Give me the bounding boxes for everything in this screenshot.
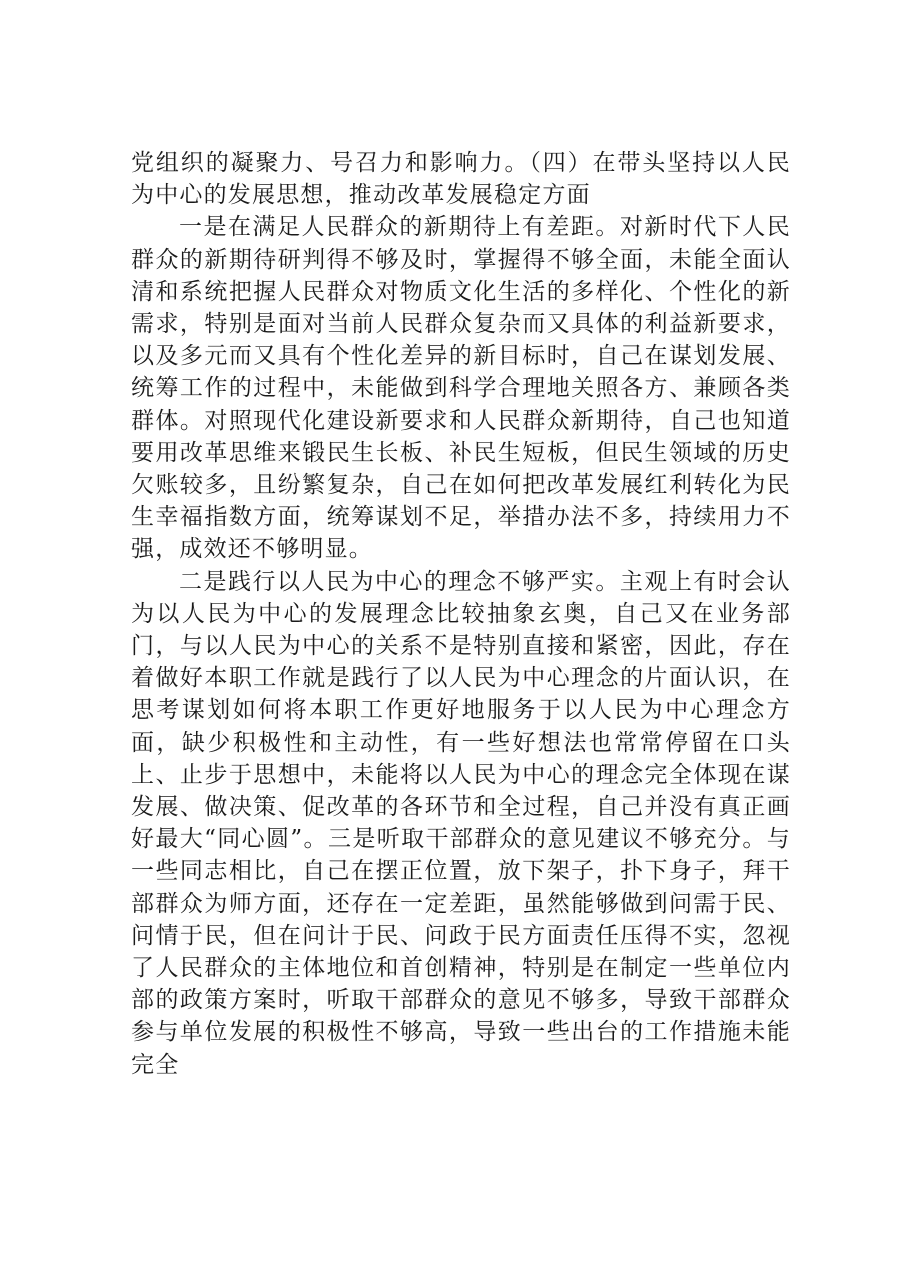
paragraph-continuation: 党组织的凝聚力、号召力和影响力。（四）在带头坚持以人民为中心的发展思想，推动改革发展稳定方面 (131, 150, 791, 209)
paragraph-item-one: 一是在满足人民群众的新期待上有差距。对新时代下人民群众的新期待研判得不够及时，掌握得不够全面，未能全面认清和系统把握人民群众对物质文化生活的多样化、个性化的新需求，特别是面对当前人民群众复杂而又具体的利益新要求，以及多元而又具有个性化差异的新目标时，自己在谋划发展、统筹工作的过程中，未能做到科学合理地关照各方、兼顾各类群体。对照现代化建设新要求和人民群众新期待，自己也知道要用改革思维来锻民生长板、补民生短板，但民生领域的历史欠账较多，且纷繁复杂，自己在如何把改革发展红利转化为民生幸福指数方面，统筹谋划不足，举措办法不多，持续用力不强，成效还不够明显。 (131, 214, 791, 563)
paragraph-item-two: 二是践行以人民为中心的理念不够严实。主观上有时会认为以人民为中心的发展理念比较抽象玄奥，自己又在业务部门，与以人民为中心的关系不是特别直接和紧密，因此，存在着做好本职工作就是践行了以人民为中心理念的片面认识，在思考谋划如何将本职工作更好地服务于以人民为中心理念方面，缺少积极性和主动性，有一些好想法也常常停留在口头上、止步于思想中，未能将以人民为中心的理念完全体现在谋发展、做决策、促改革的各环节和全过程，自己并没有真正画好最大“同心圆”。三是听取干部群众的意见建议不够充分。与一些同志相比，自己在摆正位置，放下架子，扑下身子，拜干部群众为师方面，还存在一定差距，虽然能够做到问需于民、问情于民，但在问计于民、问政于民方面责任压得不实，忽视了人民群众的主体地位和首创精神，特别是在制定一些单位内部的政策方案时，听取干部群众的意见不够多，导致干部群众参与单位发展的积极性不够高，导致一些出台的工作措施未能完全 (131, 568, 791, 1078)
document-body (131, 147, 791, 1081)
